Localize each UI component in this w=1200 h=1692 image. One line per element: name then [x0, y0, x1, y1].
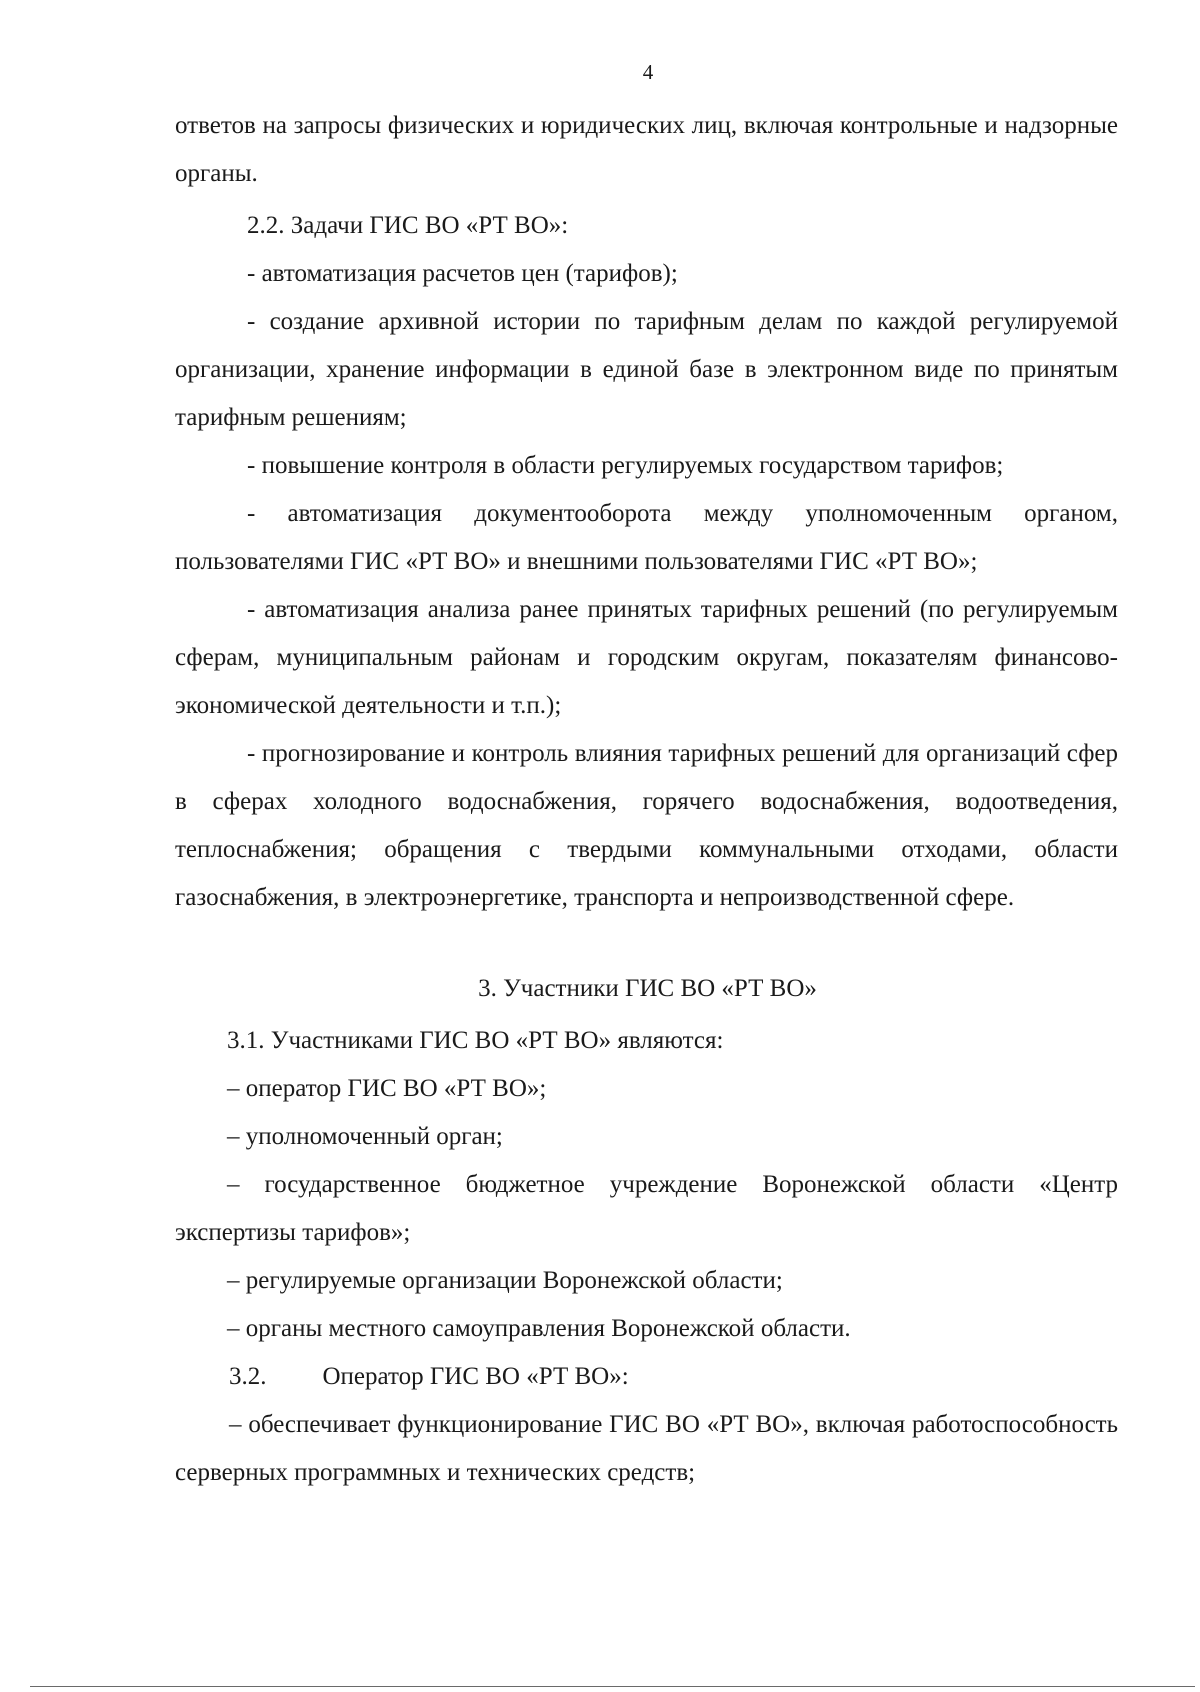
section-3-2-title — [175, 1353, 1118, 1401]
document-body — [175, 102, 1118, 1497]
section-2-2-item-6: - прогнозирование и контроль влияния тарифных решений для организаций сфер в сферах холодного водоснабжения, горячего водоснабжения, водоотведения, теплоснабжения; обращения с твердыми коммунальными отходами, области газоснабжения, в электроэнергетике, транспорта и непроизводственной сфере. — [175, 740, 1118, 911]
section-2-2-item-3: - повышение контроля в области регулируемых государством тарифов; — [247, 452, 1004, 479]
section-3-1-item-5: – органы местного самоуправления Воронежской области. — [227, 1315, 851, 1342]
footer-rule — [30, 1686, 1195, 1687]
section-3-heading: 3. Участники ГИС ВО «РТ ВО» — [478, 975, 817, 1002]
section-3-1-item-3: – государственное бюджетное учреждение Воронежской области «Центр экспертизы тарифов»; — [175, 1171, 1118, 1246]
section-3-1-item-4: – регулируемые организации Воронежской области; — [227, 1267, 783, 1294]
section-3-1-item-2: – уполномоченный орган; — [227, 1123, 503, 1150]
section-3-2-title-text: Оператор ГИС ВО «РТ ВО»: — [322, 1363, 629, 1390]
section-2-2-item-2: - создание архивной истории по тарифным делам по каждой регулируемой организации, хранение информации в единой базе в электронном виде по принятым тарифным решениям; — [175, 308, 1118, 431]
section-2-2-title: 2.2. Задачи ГИС ВО «РТ ВО»: — [247, 212, 569, 239]
section-2-2-item-4: - автоматизация документооборота между уполномоченным органом, пользователями ГИС «РТ ВО» и внешними пользователями ГИС «РТ ВО»; — [175, 500, 1118, 575]
section-3-2-number: 3.2. — [229, 1363, 267, 1390]
section-3-2-item-1: – обеспечивает функционирование ГИС ВО «РТ ВО», включая работоспособность серверных программных и технических средств; — [175, 1411, 1118, 1486]
section-3-1-item-1: – оператор ГИС ВО «РТ ВО»; — [227, 1075, 547, 1102]
page-number: 4 — [642, 60, 654, 84]
section-2-2-item-5: - автоматизация анализа ранее принятых тарифных решений (по регулируемым сферам, муниципальным районам и городским округам, показателям финансово-экономической деятельности и т.п.); — [175, 596, 1118, 719]
section-2-2-item-1: - автоматизация расчетов цен (тарифов); — [247, 260, 678, 287]
paragraph-continuation: ответов на запросы физических и юридических лиц, включая контрольные и надзорные органы. — [175, 112, 1118, 187]
section-3-1-title: 3.1. Участниками ГИС ВО «РТ ВО» являются: — [227, 1027, 724, 1054]
